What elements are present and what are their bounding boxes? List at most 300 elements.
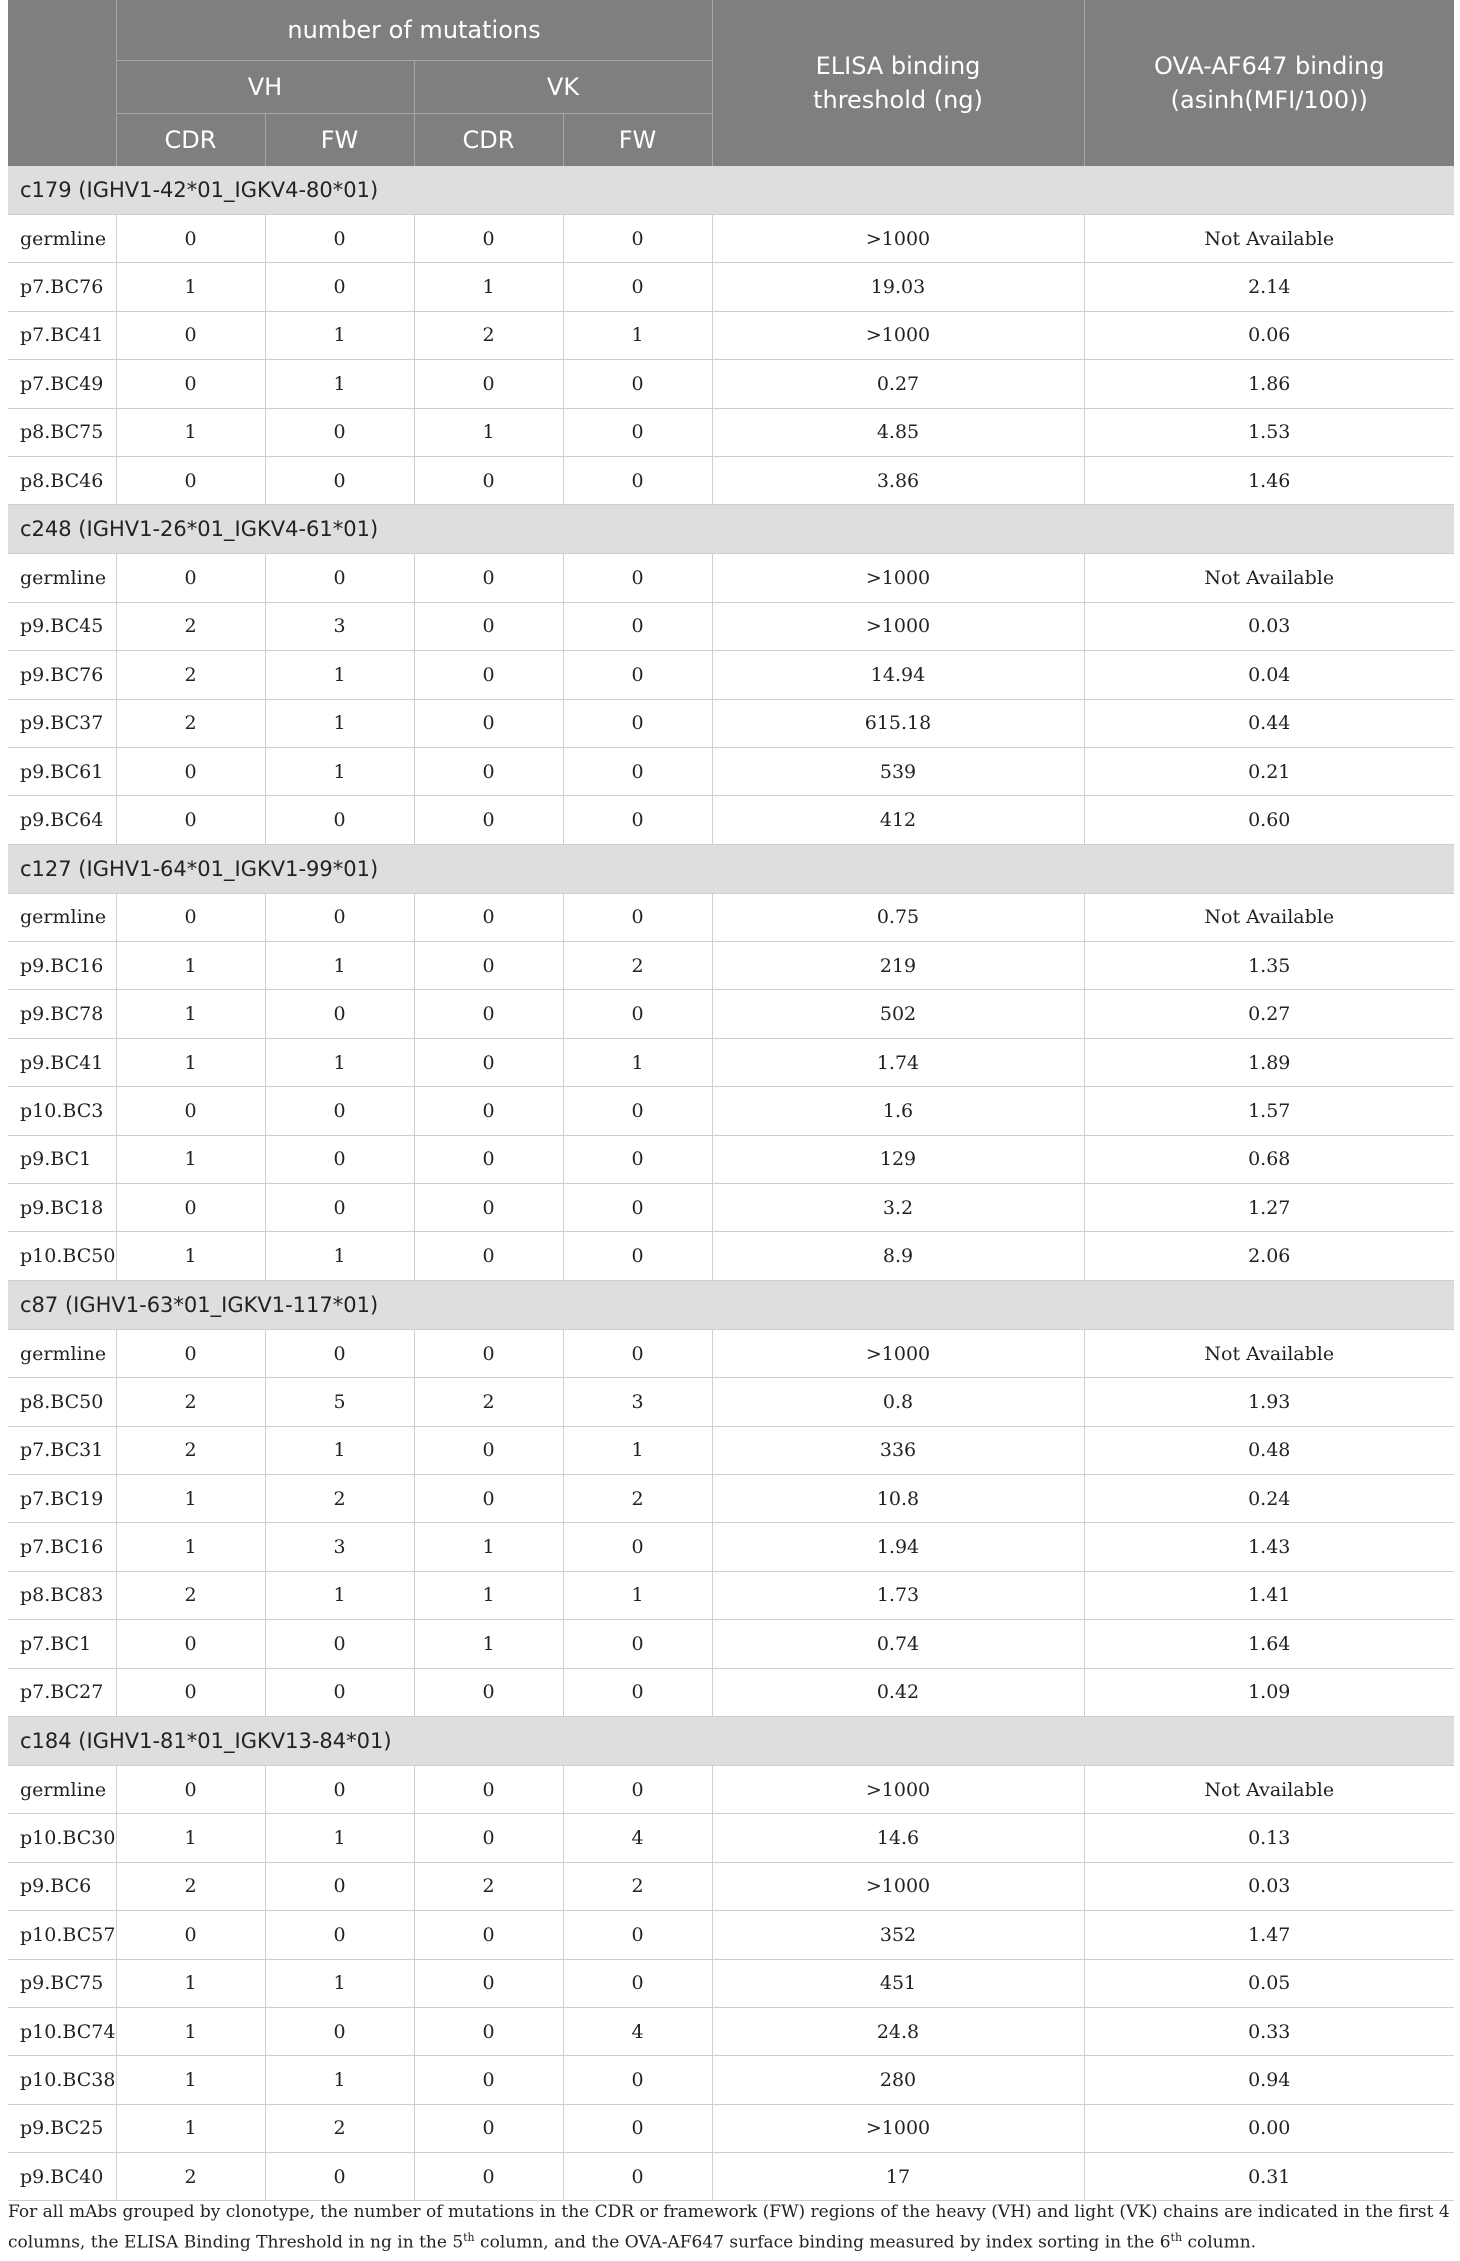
vk-cdr-cell: 2 [414, 311, 563, 359]
ova-binding-cell: 2.14 [1084, 263, 1454, 311]
vh-cdr-cell: 0 [116, 1668, 265, 1716]
table-row [8, 1135, 1454, 1183]
vh-cdr-cell: 2 [116, 1426, 265, 1474]
ova-binding-cell: 2.06 [1084, 1232, 1454, 1280]
vh-cdr-cell: 1 [116, 942, 265, 990]
header-vk-cdr: CDR [414, 114, 563, 167]
vk-cdr-cell: 0 [414, 360, 563, 408]
ova-binding-cell: 0.31 [1084, 2153, 1454, 2201]
vh-cdr-cell: 1 [116, 990, 265, 1038]
vk-fw-cell: 0 [563, 1184, 712, 1232]
elisa-threshold-cell: 14.94 [712, 651, 1084, 699]
table-row [8, 747, 1454, 795]
table-row [8, 2007, 1454, 2055]
footnote-part3: column. [1182, 2232, 1257, 2253]
table-row [8, 893, 1454, 941]
vk-cdr-cell: 0 [414, 1814, 563, 1862]
vk-cdr-cell: 0 [414, 554, 563, 602]
mab-name-cell: germline [8, 215, 116, 263]
ova-binding-cell: 1.53 [1084, 408, 1454, 456]
vh-cdr-cell: 2 [116, 651, 265, 699]
vh-cdr-cell: 0 [116, 1087, 265, 1135]
vk-cdr-cell: 1 [414, 1620, 563, 1668]
vh-cdr-cell: 0 [116, 456, 265, 504]
ova-binding-cell: 1.57 [1084, 1087, 1454, 1135]
vh-fw-cell: 0 [265, 263, 414, 311]
table-row [8, 990, 1454, 1038]
elisa-threshold-cell: 0.42 [712, 1668, 1084, 1716]
vk-fw-cell: 4 [563, 1814, 712, 1862]
elisa-threshold-cell: 352 [712, 1911, 1084, 1959]
ova-binding-cell: 1.93 [1084, 1378, 1454, 1426]
elisa-threshold-cell: 539 [712, 747, 1084, 795]
vk-fw-cell: 0 [563, 2153, 712, 2201]
vk-fw-cell: 0 [563, 1620, 712, 1668]
table-row [8, 942, 1454, 990]
vk-fw-cell: 4 [563, 2007, 712, 2055]
vk-fw-cell: 0 [563, 408, 712, 456]
vk-fw-cell: 1 [563, 311, 712, 359]
mab-name-cell: p7.BC41 [8, 311, 116, 359]
vk-cdr-cell: 1 [414, 263, 563, 311]
header-elisa-line1: ELISA binding [815, 52, 981, 80]
elisa-threshold-cell: 24.8 [712, 2007, 1084, 2055]
vh-fw-cell: 0 [265, 990, 414, 1038]
table-row [8, 360, 1454, 408]
vh-cdr-cell: 2 [116, 2153, 265, 2201]
vk-fw-cell: 0 [563, 1765, 712, 1813]
elisa-threshold-cell: >1000 [712, 1329, 1084, 1377]
vh-fw-cell: 1 [265, 2056, 414, 2104]
table-row [8, 2153, 1454, 2201]
header-vh-fw: FW [265, 114, 414, 167]
ova-binding-cell: 1.41 [1084, 1571, 1454, 1619]
mab-name-cell: p7.BC27 [8, 1668, 116, 1716]
ova-binding-cell: 0.13 [1084, 1814, 1454, 1862]
vk-cdr-cell: 0 [414, 942, 563, 990]
vh-fw-cell: 0 [265, 1765, 414, 1813]
mab-name-cell: p9.BC75 [8, 1959, 116, 2007]
vk-cdr-cell: 0 [414, 893, 563, 941]
table-row [8, 1426, 1454, 1474]
elisa-threshold-cell: 1.74 [712, 1038, 1084, 1086]
mab-name-cell: p8.BC50 [8, 1378, 116, 1426]
ova-binding-cell: 0.33 [1084, 2007, 1454, 2055]
mab-name-cell: p10.BC38 [8, 2056, 116, 2104]
vh-cdr-cell: 1 [116, 2007, 265, 2055]
ova-binding-cell: Not Available [1084, 215, 1454, 263]
vh-cdr-cell: 1 [116, 1135, 265, 1183]
vh-cdr-cell: 1 [116, 1959, 265, 2007]
vk-fw-cell: 1 [563, 1426, 712, 1474]
footnote-sup1: th [463, 2231, 475, 2244]
vh-cdr-cell: 1 [116, 1232, 265, 1280]
vk-fw-cell: 1 [563, 1038, 712, 1086]
vk-fw-cell: 0 [563, 990, 712, 1038]
mab-name-cell: p7.BC31 [8, 1426, 116, 1474]
vk-fw-cell: 0 [563, 1232, 712, 1280]
vh-fw-cell: 0 [265, 1620, 414, 1668]
elisa-threshold-cell: 0.27 [712, 360, 1084, 408]
elisa-threshold-cell: 3.2 [712, 1184, 1084, 1232]
vk-fw-cell: 0 [563, 2104, 712, 2152]
vk-fw-cell: 3 [563, 1378, 712, 1426]
header-elisa-line2: threshold (ng) [813, 86, 983, 114]
elisa-threshold-cell: 336 [712, 1426, 1084, 1474]
vk-fw-cell: 2 [563, 1862, 712, 1910]
table-header [8, 0, 1454, 166]
header-vh: VH [116, 61, 414, 114]
vk-fw-cell: 0 [563, 1959, 712, 2007]
vh-cdr-cell: 1 [116, 1523, 265, 1571]
ova-binding-cell: 1.47 [1084, 1911, 1454, 1959]
vh-fw-cell: 1 [265, 360, 414, 408]
table-row [8, 311, 1454, 359]
vk-cdr-cell: 0 [414, 1911, 563, 1959]
vk-fw-cell: 0 [563, 263, 712, 311]
vh-fw-cell: 1 [265, 1571, 414, 1619]
vk-cdr-cell: 0 [414, 2007, 563, 2055]
vk-fw-cell: 0 [563, 796, 712, 844]
ova-binding-cell: 0.00 [1084, 2104, 1454, 2152]
vk-fw-cell: 0 [563, 1135, 712, 1183]
elisa-threshold-cell: >1000 [712, 215, 1084, 263]
ova-binding-cell: 0.68 [1084, 1135, 1454, 1183]
vh-cdr-cell: 0 [116, 1911, 265, 1959]
clonotype-title: c179 (IGHV1-42*01_IGKV4-80*01) [8, 166, 1454, 215]
mab-name-cell: p9.BC40 [8, 2153, 116, 2201]
ova-binding-cell: 0.03 [1084, 602, 1454, 650]
vk-cdr-cell: 0 [414, 1184, 563, 1232]
vk-cdr-cell: 0 [414, 2056, 563, 2104]
vh-cdr-cell: 0 [116, 796, 265, 844]
header-ova-binding [1084, 0, 1454, 166]
vh-cdr-cell: 1 [116, 2104, 265, 2152]
vk-fw-cell: 0 [563, 1329, 712, 1377]
clonotype-group-row [8, 166, 1454, 215]
vh-cdr-cell: 1 [116, 263, 265, 311]
elisa-threshold-cell: 4.85 [712, 408, 1084, 456]
table-body [8, 166, 1454, 2201]
table-row [8, 1378, 1454, 1426]
clonotype-group-row [8, 844, 1454, 893]
ova-binding-cell: 1.35 [1084, 942, 1454, 990]
vk-fw-cell: 0 [563, 1523, 712, 1571]
vk-fw-cell: 0 [563, 215, 712, 263]
ova-binding-cell: 0.44 [1084, 699, 1454, 747]
ova-binding-cell: 1.64 [1084, 1620, 1454, 1668]
vh-cdr-cell: 2 [116, 1378, 265, 1426]
ova-binding-cell: 0.06 [1084, 311, 1454, 359]
ova-binding-cell: 1.43 [1084, 1523, 1454, 1571]
mab-name-cell: p9.BC37 [8, 699, 116, 747]
vh-cdr-cell: 2 [116, 699, 265, 747]
vh-fw-cell: 0 [265, 1911, 414, 1959]
mab-name-cell: p10.BC50 [8, 1232, 116, 1280]
table-row [8, 554, 1454, 602]
elisa-threshold-cell: 14.6 [712, 1814, 1084, 1862]
vk-cdr-cell: 0 [414, 602, 563, 650]
clonotype-group-row [8, 1280, 1454, 1329]
table-row [8, 456, 1454, 504]
ova-binding-cell: 1.27 [1084, 1184, 1454, 1232]
mab-name-cell: p9.BC25 [8, 2104, 116, 2152]
vk-fw-cell: 0 [563, 699, 712, 747]
elisa-threshold-cell: >1000 [712, 1765, 1084, 1813]
vk-fw-cell: 0 [563, 1668, 712, 1716]
mab-name-cell: p9.BC6 [8, 1862, 116, 1910]
vh-fw-cell: 0 [265, 1862, 414, 1910]
vh-fw-cell: 3 [265, 602, 414, 650]
ova-binding-cell: 1.86 [1084, 360, 1454, 408]
elisa-threshold-cell: 8.9 [712, 1232, 1084, 1280]
mab-name-cell: p7.BC1 [8, 1620, 116, 1668]
vk-cdr-cell: 0 [414, 2104, 563, 2152]
table-row [8, 1232, 1454, 1280]
vh-fw-cell: 0 [265, 893, 414, 941]
ova-binding-cell: 0.94 [1084, 2056, 1454, 2104]
vh-cdr-cell: 0 [116, 1620, 265, 1668]
elisa-threshold-cell: 17 [712, 2153, 1084, 2201]
ova-binding-cell: 1.89 [1084, 1038, 1454, 1086]
mab-name-cell: p8.BC46 [8, 456, 116, 504]
mab-name-cell: p9.BC18 [8, 1184, 116, 1232]
vh-cdr-cell: 0 [116, 1184, 265, 1232]
vk-fw-cell: 0 [563, 893, 712, 941]
mab-name-cell: p7.BC49 [8, 360, 116, 408]
clonotype-title: c248 (IGHV1-26*01_IGKV4-61*01) [8, 505, 1454, 554]
ova-binding-cell: 0.48 [1084, 1426, 1454, 1474]
vh-fw-cell: 1 [265, 747, 414, 795]
vh-fw-cell: 1 [265, 1232, 414, 1280]
vk-cdr-cell: 0 [414, 699, 563, 747]
mab-name-cell: p9.BC45 [8, 602, 116, 650]
table-row [8, 1765, 1454, 1813]
header-blank-cell [8, 0, 116, 166]
vk-fw-cell: 0 [563, 554, 712, 602]
vh-cdr-cell: 1 [116, 1038, 265, 1086]
vk-cdr-cell: 0 [414, 2153, 563, 2201]
vk-fw-cell: 0 [563, 2056, 712, 2104]
vh-cdr-cell: 0 [116, 311, 265, 359]
mab-name-cell: p8.BC75 [8, 408, 116, 456]
footnote-part2: column, and the OVA-AF647 surface binding measured by index sorting in the 6 [474, 2232, 1171, 2253]
vk-cdr-cell: 0 [414, 1329, 563, 1377]
mab-name-cell: p9.BC78 [8, 990, 116, 1038]
mab-name-cell: germline [8, 1329, 116, 1377]
vk-cdr-cell: 0 [414, 1765, 563, 1813]
vk-cdr-cell: 0 [414, 651, 563, 699]
vh-fw-cell: 0 [265, 1668, 414, 1716]
vh-cdr-cell: 0 [116, 893, 265, 941]
elisa-threshold-cell: 412 [712, 796, 1084, 844]
vk-cdr-cell: 0 [414, 747, 563, 795]
table-row [8, 602, 1454, 650]
table-row [8, 1329, 1454, 1377]
elisa-threshold-cell: 502 [712, 990, 1084, 1038]
vh-fw-cell: 1 [265, 311, 414, 359]
elisa-threshold-cell: 0.75 [712, 893, 1084, 941]
header-vk-fw: FW [563, 114, 712, 167]
vk-fw-cell: 0 [563, 1087, 712, 1135]
vk-cdr-cell: 1 [414, 408, 563, 456]
vh-fw-cell: 1 [265, 651, 414, 699]
elisa-threshold-cell: >1000 [712, 2104, 1084, 2152]
vh-cdr-cell: 1 [116, 408, 265, 456]
ova-binding-cell: 1.46 [1084, 456, 1454, 504]
footnote-sup2: th [1170, 2231, 1183, 2244]
table-row [8, 1184, 1454, 1232]
table-row [8, 1862, 1454, 1910]
ova-binding-cell: Not Available [1084, 554, 1454, 602]
mab-name-cell: p9.BC41 [8, 1038, 116, 1086]
vk-cdr-cell: 0 [414, 215, 563, 263]
table-row [8, 1038, 1454, 1086]
mab-name-cell: p9.BC64 [8, 796, 116, 844]
vk-fw-cell: 0 [563, 651, 712, 699]
ova-binding-cell: Not Available [1084, 893, 1454, 941]
vk-fw-cell: 0 [563, 747, 712, 795]
elisa-threshold-cell: >1000 [712, 602, 1084, 650]
vk-fw-cell: 2 [563, 942, 712, 990]
vh-fw-cell: 1 [265, 1426, 414, 1474]
table-row [8, 796, 1454, 844]
vh-fw-cell: 1 [265, 1814, 414, 1862]
vh-cdr-cell: 1 [116, 1474, 265, 1522]
header-number-of-mutations: number of mutations [116, 0, 712, 61]
vk-cdr-cell: 2 [414, 1862, 563, 1910]
clonotype-title: c87 (IGHV1-63*01_IGKV1-117*01) [8, 1280, 1454, 1329]
vh-fw-cell: 0 [265, 796, 414, 844]
header-ova-line1: OVA-AF647 binding [1154, 52, 1385, 80]
vk-cdr-cell: 0 [414, 1959, 563, 2007]
vk-cdr-cell: 0 [414, 1474, 563, 1522]
vk-fw-cell: 0 [563, 360, 712, 408]
vh-cdr-cell: 1 [116, 2056, 265, 2104]
table-row [8, 1087, 1454, 1135]
ova-binding-cell: 1.09 [1084, 1668, 1454, 1716]
vk-cdr-cell: 0 [414, 1038, 563, 1086]
vk-fw-cell: 0 [563, 602, 712, 650]
vh-fw-cell: 1 [265, 942, 414, 990]
vk-cdr-cell: 0 [414, 796, 563, 844]
mab-name-cell: p10.BC3 [8, 1087, 116, 1135]
vk-cdr-cell: 0 [414, 1426, 563, 1474]
elisa-threshold-cell: 1.94 [712, 1523, 1084, 1571]
vk-fw-cell: 2 [563, 1474, 712, 1522]
ova-binding-cell: Not Available [1084, 1765, 1454, 1813]
clonotype-title: c184 (IGHV1-81*01_IGKV13-84*01) [8, 1716, 1454, 1765]
clonotype-group-row [8, 505, 1454, 554]
vh-fw-cell: 0 [265, 1184, 414, 1232]
vh-fw-cell: 0 [265, 1087, 414, 1135]
mab-name-cell: p10.BC57 [8, 1911, 116, 1959]
vh-cdr-cell: 0 [116, 215, 265, 263]
mutations-table [8, 0, 1454, 2201]
mab-name-cell: p9.BC1 [8, 1135, 116, 1183]
elisa-threshold-cell: 10.8 [712, 1474, 1084, 1522]
vk-cdr-cell: 0 [414, 990, 563, 1038]
table-footnote [8, 2199, 1454, 2256]
elisa-threshold-cell: 0.8 [712, 1378, 1084, 1426]
vh-fw-cell: 3 [265, 1523, 414, 1571]
table-container [8, 0, 1454, 2201]
vk-cdr-cell: 0 [414, 1232, 563, 1280]
table-row [8, 1620, 1454, 1668]
table-row [8, 1668, 1454, 1716]
vh-fw-cell: 1 [265, 1959, 414, 2007]
ova-binding-cell: 0.21 [1084, 747, 1454, 795]
ova-binding-cell: 0.05 [1084, 1959, 1454, 2007]
vk-cdr-cell: 1 [414, 1571, 563, 1619]
vh-fw-cell: 0 [265, 1135, 414, 1183]
vh-cdr-cell: 2 [116, 1862, 265, 1910]
mab-name-cell: p7.BC19 [8, 1474, 116, 1522]
table-row [8, 1911, 1454, 1959]
clonotype-title: c127 (IGHV1-64*01_IGKV1-99*01) [8, 844, 1454, 893]
header-vk: VK [414, 61, 712, 114]
header-elisa-threshold [712, 0, 1084, 166]
table-row [8, 1571, 1454, 1619]
mab-name-cell: p10.BC30 [8, 1814, 116, 1862]
vk-cdr-cell: 0 [414, 1668, 563, 1716]
table-row [8, 2056, 1454, 2104]
vh-fw-cell: 0 [265, 2007, 414, 2055]
mab-name-cell: p8.BC83 [8, 1571, 116, 1619]
mab-name-cell: p9.BC76 [8, 651, 116, 699]
elisa-threshold-cell: 19.03 [712, 263, 1084, 311]
header-vh-cdr: CDR [116, 114, 265, 167]
elisa-threshold-cell: >1000 [712, 1862, 1084, 1910]
vk-fw-cell: 0 [563, 1911, 712, 1959]
table-row [8, 699, 1454, 747]
table-row [8, 2104, 1454, 2152]
vh-cdr-cell: 2 [116, 1571, 265, 1619]
ova-binding-cell: 0.60 [1084, 796, 1454, 844]
vh-cdr-cell: 0 [116, 1329, 265, 1377]
elisa-threshold-cell: 219 [712, 942, 1084, 990]
ova-binding-cell: 0.04 [1084, 651, 1454, 699]
vh-fw-cell: 0 [265, 1329, 414, 1377]
vh-cdr-cell: 2 [116, 602, 265, 650]
table-row [8, 1814, 1454, 1862]
vh-cdr-cell: 0 [116, 554, 265, 602]
elisa-threshold-cell: 615.18 [712, 699, 1084, 747]
mab-name-cell: p9.BC16 [8, 942, 116, 990]
vk-cdr-cell: 0 [414, 456, 563, 504]
table-row [8, 408, 1454, 456]
elisa-threshold-cell: 451 [712, 1959, 1084, 2007]
vh-fw-cell: 0 [265, 456, 414, 504]
mab-name-cell: p9.BC61 [8, 747, 116, 795]
vh-fw-cell: 0 [265, 408, 414, 456]
vk-cdr-cell: 0 [414, 1135, 563, 1183]
mab-name-cell: germline [8, 1765, 116, 1813]
vh-fw-cell: 0 [265, 554, 414, 602]
footnote-part1: For all mAbs grouped by clonotype, the number of mutations in the CDR or framework (FW) regions of the heavy (VH) and light (VK) chains are indicated in the first 4 columns, the ELISA Binding Threshold in ng in the 5 [8, 2202, 1450, 2253]
vh-fw-cell: 1 [265, 699, 414, 747]
vk-cdr-cell: 0 [414, 1087, 563, 1135]
vh-fw-cell: 2 [265, 1474, 414, 1522]
elisa-threshold-cell: 0.74 [712, 1620, 1084, 1668]
ova-binding-cell: 0.27 [1084, 990, 1454, 1038]
ova-binding-cell: 0.24 [1084, 1474, 1454, 1522]
mab-name-cell: p10.BC74 [8, 2007, 116, 2055]
vk-fw-cell: 1 [563, 1571, 712, 1619]
elisa-threshold-cell: 1.73 [712, 1571, 1084, 1619]
vh-fw-cell: 1 [265, 1038, 414, 1086]
ova-binding-cell: Not Available [1084, 1329, 1454, 1377]
